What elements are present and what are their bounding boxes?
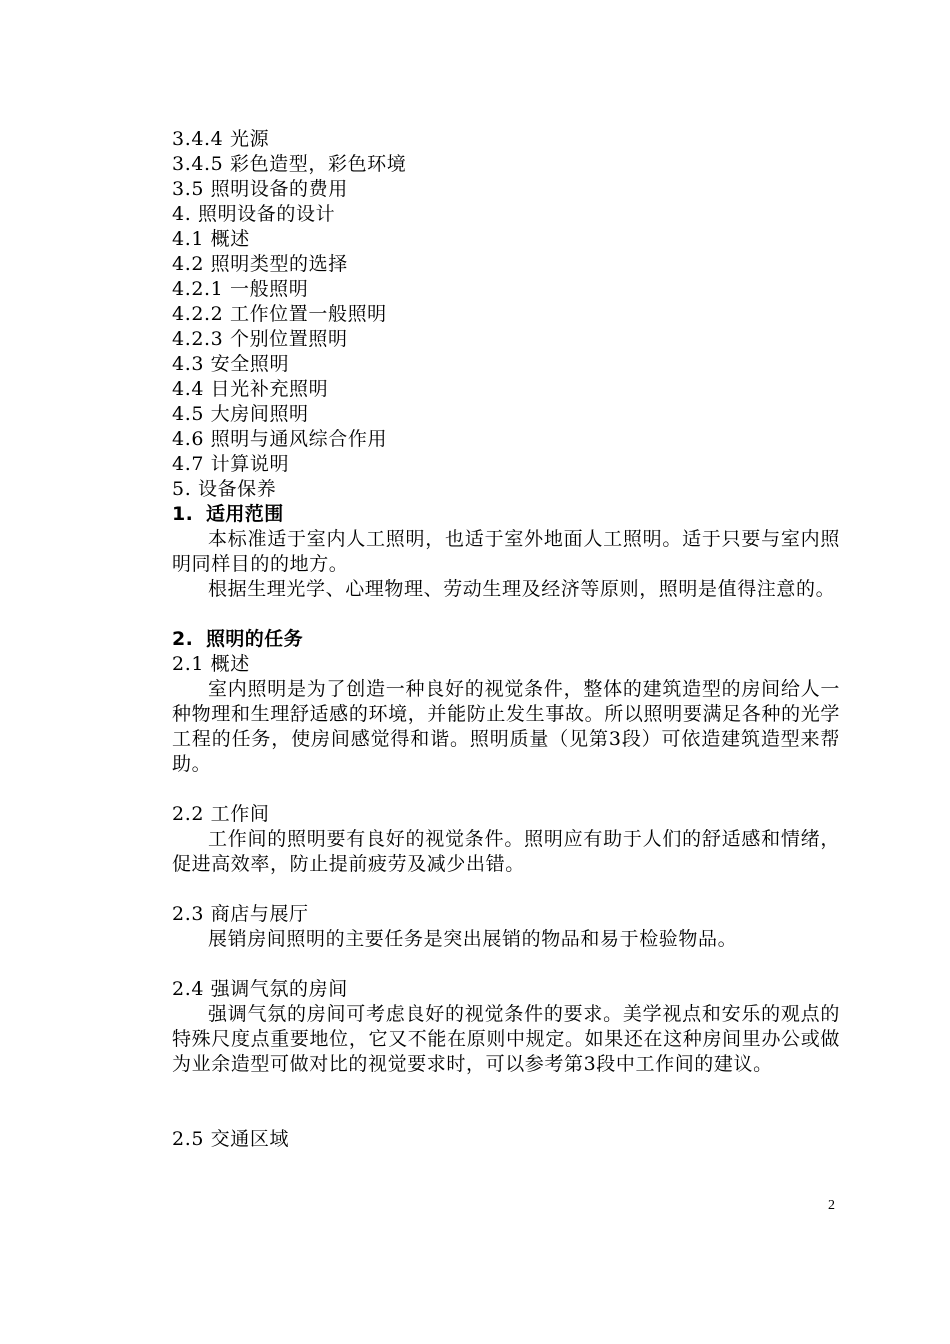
spacer	[172, 1077, 840, 1127]
section-1-number: 1.	[172, 503, 194, 525]
subsection-2-1-title: 2.1 概述	[172, 653, 250, 675]
subsection-2-5-title: 2.5 交通区域	[172, 1128, 290, 1150]
toc-item: 4.6 照明与通风综合作用	[172, 428, 388, 450]
page-number: 2	[828, 1198, 835, 1213]
spacer	[172, 877, 840, 902]
toc-item: 3.5 照明设备的费用	[172, 178, 348, 200]
toc-item: 3.4.5 彩色造型，彩色环境	[172, 153, 407, 175]
toc-item: 5. 设备保养	[172, 478, 277, 500]
subsection-2-1-paragraph: 室内照明是为了创造一种良好的视觉条件，整体的建筑造型的房间给人一种物理和生理舒适感的环境，并能防止发生事故。所以照明要满足各种的光学工程的任务，使房间感觉得和谐。照明质量（见第3段）可依造建筑造型来帮助。	[172, 678, 840, 775]
toc-item: 4.2 照明类型的选择	[172, 253, 348, 275]
subsection-2-3-title: 2.3 商店与展厅	[172, 903, 309, 925]
section-2-heading	[172, 627, 840, 652]
spacer	[172, 602, 840, 627]
toc-item: 4.3 安全照明	[172, 353, 290, 375]
subsection-2-2-title: 2.2 工作间	[172, 803, 270, 825]
section-2-title: 照明的任务	[206, 628, 304, 650]
toc-item: 4. 照明设备的设计	[172, 203, 336, 225]
subsection-2-3-paragraph: 展销房间照明的主要任务是突出展销的物品和易于检验物品。	[208, 928, 738, 950]
toc-item: 4.5 大房间照明	[172, 403, 309, 425]
spacer	[172, 777, 840, 802]
section-2-number: 2.	[172, 628, 194, 650]
toc-item: 4.4 日光补充照明	[172, 378, 329, 400]
page-body	[172, 127, 840, 1152]
toc-item: 4.7 计算说明	[172, 453, 290, 475]
section-1-title: 适用范围	[206, 503, 284, 525]
spacer	[172, 952, 840, 977]
toc-item: 4.2.1 一般照明	[172, 278, 309, 300]
section-1-paragraph-1: 本标准适于室内人工照明，也适于室外地面人工照明。适于只要与室内照明同样目的的地方。	[172, 528, 840, 575]
section-1-paragraph-2: 根据生理光学、心理物理、劳动生理及经济等原则，照明是值得注意的。	[208, 578, 836, 600]
subsection-2-2-paragraph: 工作间的照明要有良好的视觉条件。照明应有助于人们的舒适感和情绪，促进高效率，防止提前疲劳及减少出错。	[172, 828, 840, 875]
section-1-heading	[172, 502, 840, 527]
table-of-contents	[172, 127, 840, 502]
toc-item: 4.2.2 工作位置一般照明	[172, 303, 387, 325]
toc-item: 3.4.4 光源	[172, 128, 270, 150]
toc-item: 4.2.3 个别位置照明	[172, 328, 348, 350]
toc-item: 4.1 概述	[172, 228, 250, 250]
subsection-2-4-paragraph: 强调气氛的房间可考虑良好的视觉条件的要求。美学视点和安乐的观点的特殊尺度点重要地位，它又不能在原则中规定。如果还在这种房间里办公或做为业余造型可做对比的视觉要求时，可以参考第3段中工作间的建议。	[172, 1003, 840, 1075]
subsection-2-4-title: 2.4 强调气氛的房间	[172, 978, 348, 1000]
